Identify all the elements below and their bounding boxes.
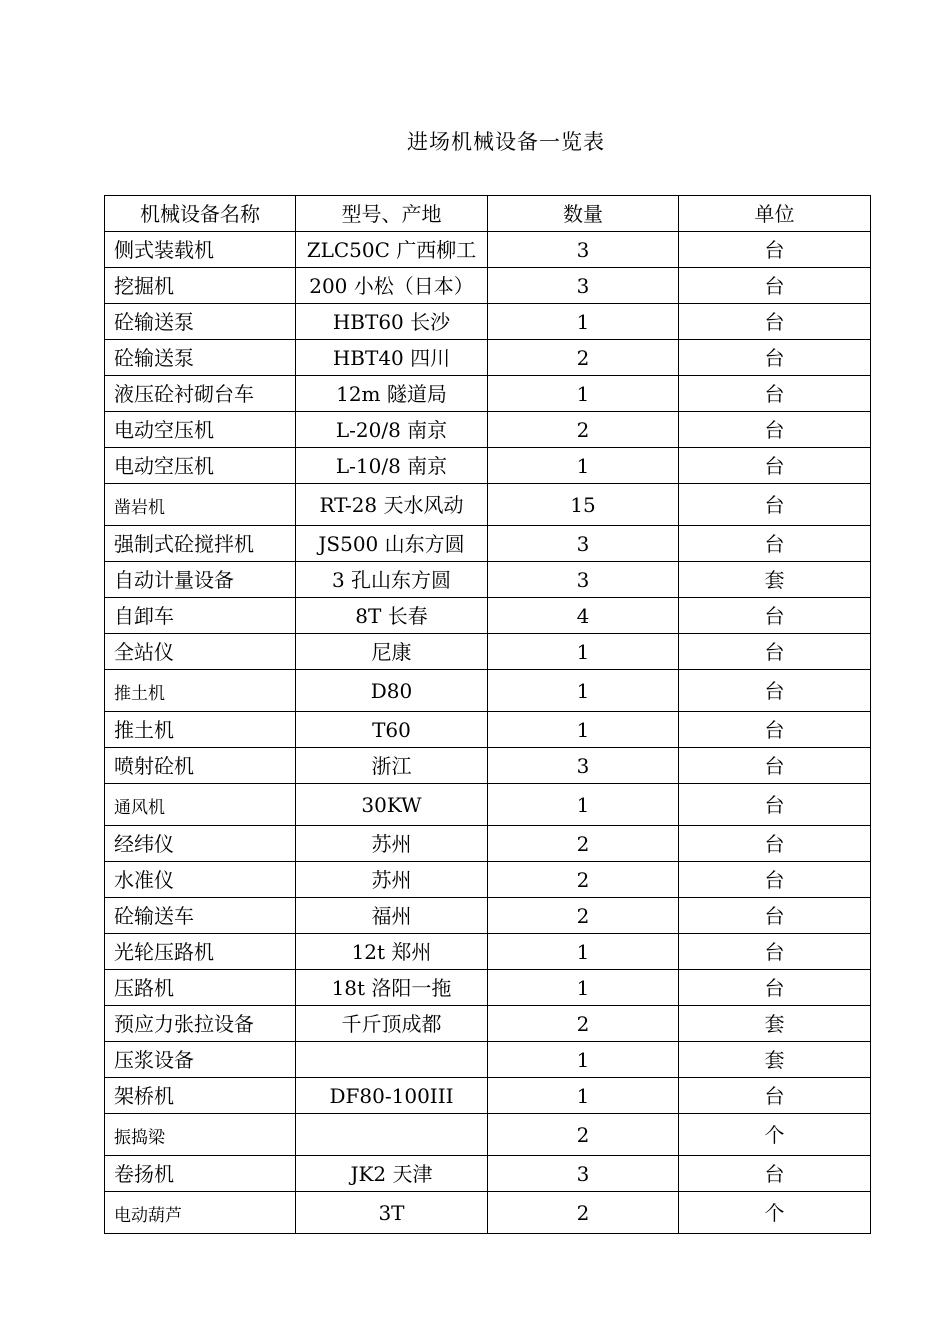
cell-quantity: 2 — [488, 826, 679, 862]
cell-unit: 个 — [679, 1192, 871, 1234]
cell-quantity: 1 — [488, 1042, 679, 1078]
table-row — [105, 862, 871, 898]
cell-quantity: 1 — [488, 712, 679, 748]
page-title: 进场机械设备一览表 — [407, 130, 605, 154]
table-row — [105, 598, 871, 634]
cell-unit: 台 — [679, 934, 871, 970]
cell-quantity: 1 — [488, 304, 679, 340]
cell-model-origin: L-20/8 南京 — [296, 412, 488, 448]
cell-quantity: 1 — [488, 1078, 679, 1114]
cell-equipment-name: 喷射砼机 — [105, 748, 296, 784]
cell-equipment-name: 推土机 — [105, 712, 296, 748]
cell-quantity: 1 — [488, 784, 679, 826]
table-row — [105, 268, 871, 304]
cell-equipment-name: 砼输送车 — [105, 898, 296, 934]
cell-quantity: 1 — [488, 376, 679, 412]
table-row — [105, 1006, 871, 1042]
cell-equipment-name: 全站仪 — [105, 634, 296, 670]
cell-equipment-name: 振捣梁 — [105, 1114, 296, 1156]
cell-model-origin: 12t 郑州 — [296, 934, 488, 970]
cell-unit: 套 — [679, 1006, 871, 1042]
cell-equipment-name: 自动计量设备 — [105, 562, 296, 598]
cell-unit: 台 — [679, 784, 871, 826]
table-row — [105, 970, 871, 1006]
header-quantity: 数量 — [488, 196, 679, 232]
cell-quantity: 2 — [488, 1114, 679, 1156]
table-row — [105, 412, 871, 448]
cell-equipment-name: 砼输送泵 — [105, 340, 296, 376]
cell-quantity: 2 — [488, 412, 679, 448]
cell-unit: 台 — [679, 970, 871, 1006]
cell-quantity: 3 — [488, 562, 679, 598]
cell-quantity: 3 — [488, 232, 679, 268]
cell-unit: 台 — [679, 598, 871, 634]
table-header-row — [105, 196, 871, 232]
cell-unit: 个 — [679, 1114, 871, 1156]
cell-quantity: 4 — [488, 598, 679, 634]
cell-unit: 台 — [679, 670, 871, 712]
cell-model-origin — [296, 1114, 488, 1156]
cell-unit: 套 — [679, 1042, 871, 1078]
table-row — [105, 934, 871, 970]
cell-model-origin: 3T — [296, 1192, 488, 1234]
cell-model-origin: D80 — [296, 670, 488, 712]
table-row — [105, 1156, 871, 1192]
table-row — [105, 1192, 871, 1234]
cell-quantity: 2 — [488, 1006, 679, 1042]
table-row — [105, 340, 871, 376]
cell-unit: 台 — [679, 484, 871, 526]
cell-quantity: 2 — [488, 898, 679, 934]
cell-model-origin: 尼康 — [296, 634, 488, 670]
cell-model-origin: T60 — [296, 712, 488, 748]
cell-model-origin: 苏州 — [296, 862, 488, 898]
cell-equipment-name: 侧式装载机 — [105, 232, 296, 268]
cell-model-origin: 18t 洛阳一拖 — [296, 970, 488, 1006]
cell-model-origin: HBT40 四川 — [296, 340, 488, 376]
cell-unit: 套 — [679, 562, 871, 598]
cell-quantity: 3 — [488, 748, 679, 784]
cell-equipment-name: 电动葫芦 — [105, 1192, 296, 1234]
header-unit: 单位 — [679, 196, 871, 232]
cell-unit: 台 — [679, 232, 871, 268]
header-model-origin: 型号、产地 — [296, 196, 488, 232]
cell-equipment-name: 挖掘机 — [105, 268, 296, 304]
cell-model-origin: DF80-100III — [296, 1078, 488, 1114]
table-row — [105, 784, 871, 826]
table-row — [105, 484, 871, 526]
cell-unit: 台 — [679, 526, 871, 562]
cell-equipment-name: 自卸车 — [105, 598, 296, 634]
cell-quantity: 3 — [488, 526, 679, 562]
table-row — [105, 1114, 871, 1156]
table-row — [105, 634, 871, 670]
cell-equipment-name: 液压砼衬砌台车 — [105, 376, 296, 412]
cell-model-origin — [296, 1042, 488, 1078]
cell-equipment-name: 光轮压路机 — [105, 934, 296, 970]
cell-model-origin: 千斤顶成都 — [296, 1006, 488, 1042]
cell-unit: 台 — [679, 448, 871, 484]
cell-quantity: 2 — [488, 1192, 679, 1234]
cell-quantity: 1 — [488, 670, 679, 712]
table-row — [105, 448, 871, 484]
cell-quantity: 3 — [488, 1156, 679, 1192]
cell-equipment-name: 电动空压机 — [105, 448, 296, 484]
cell-model-origin: 3 孔山东方圆 — [296, 562, 488, 598]
cell-equipment-name: 推土机 — [105, 670, 296, 712]
cell-unit: 台 — [679, 634, 871, 670]
table-row — [105, 526, 871, 562]
cell-equipment-name: 强制式砼搅拌机 — [105, 526, 296, 562]
table-row — [105, 1078, 871, 1114]
cell-equipment-name: 经纬仪 — [105, 826, 296, 862]
equipment-table — [104, 195, 871, 1234]
cell-unit: 台 — [679, 748, 871, 784]
cell-model-origin: L-10/8 南京 — [296, 448, 488, 484]
cell-model-origin: 200 小松（日本） — [296, 268, 488, 304]
cell-equipment-name: 凿岩机 — [105, 484, 296, 526]
cell-model-origin: RT-28 天水风动 — [296, 484, 488, 526]
table-row — [105, 304, 871, 340]
cell-equipment-name: 架桥机 — [105, 1078, 296, 1114]
table-row — [105, 898, 871, 934]
cell-unit: 台 — [679, 712, 871, 748]
cell-equipment-name: 砼输送泵 — [105, 304, 296, 340]
cell-model-origin: 8T 长春 — [296, 598, 488, 634]
cell-unit: 台 — [679, 862, 871, 898]
cell-equipment-name: 水准仪 — [105, 862, 296, 898]
cell-quantity: 2 — [488, 862, 679, 898]
cell-model-origin: 浙江 — [296, 748, 488, 784]
cell-unit: 台 — [679, 268, 871, 304]
cell-unit: 台 — [679, 898, 871, 934]
table-row — [105, 712, 871, 748]
cell-unit: 台 — [679, 1156, 871, 1192]
cell-equipment-name: 卷扬机 — [105, 1156, 296, 1192]
cell-unit: 台 — [679, 826, 871, 862]
cell-quantity: 1 — [488, 934, 679, 970]
cell-unit: 台 — [679, 1078, 871, 1114]
cell-unit: 台 — [679, 304, 871, 340]
cell-model-origin: HBT60 长沙 — [296, 304, 488, 340]
cell-quantity: 2 — [488, 340, 679, 376]
cell-model-origin: 12m 隧道局 — [296, 376, 488, 412]
header-equipment-name: 机械设备名称 — [105, 196, 296, 232]
cell-unit: 台 — [679, 412, 871, 448]
cell-equipment-name: 压路机 — [105, 970, 296, 1006]
cell-model-origin: JK2 天津 — [296, 1156, 488, 1192]
cell-unit: 台 — [679, 340, 871, 376]
cell-quantity: 15 — [488, 484, 679, 526]
cell-model-origin: 福州 — [296, 898, 488, 934]
table-row — [105, 826, 871, 862]
table-row — [105, 232, 871, 268]
cell-model-origin: JS500 山东方圆 — [296, 526, 488, 562]
cell-quantity: 1 — [488, 634, 679, 670]
table-row — [105, 748, 871, 784]
cell-equipment-name: 压浆设备 — [105, 1042, 296, 1078]
cell-model-origin: 苏州 — [296, 826, 488, 862]
cell-equipment-name: 预应力张拉设备 — [105, 1006, 296, 1042]
cell-quantity: 3 — [488, 268, 679, 304]
table-row — [105, 670, 871, 712]
cell-unit: 台 — [679, 376, 871, 412]
cell-quantity: 1 — [488, 970, 679, 1006]
table-row — [105, 562, 871, 598]
cell-quantity: 1 — [488, 448, 679, 484]
cell-equipment-name: 电动空压机 — [105, 412, 296, 448]
table-row — [105, 376, 871, 412]
cell-model-origin: 30KW — [296, 784, 488, 826]
cell-equipment-name: 通风机 — [105, 784, 296, 826]
table-row — [105, 1042, 871, 1078]
cell-model-origin: ZLC50C 广西柳工 — [296, 232, 488, 268]
